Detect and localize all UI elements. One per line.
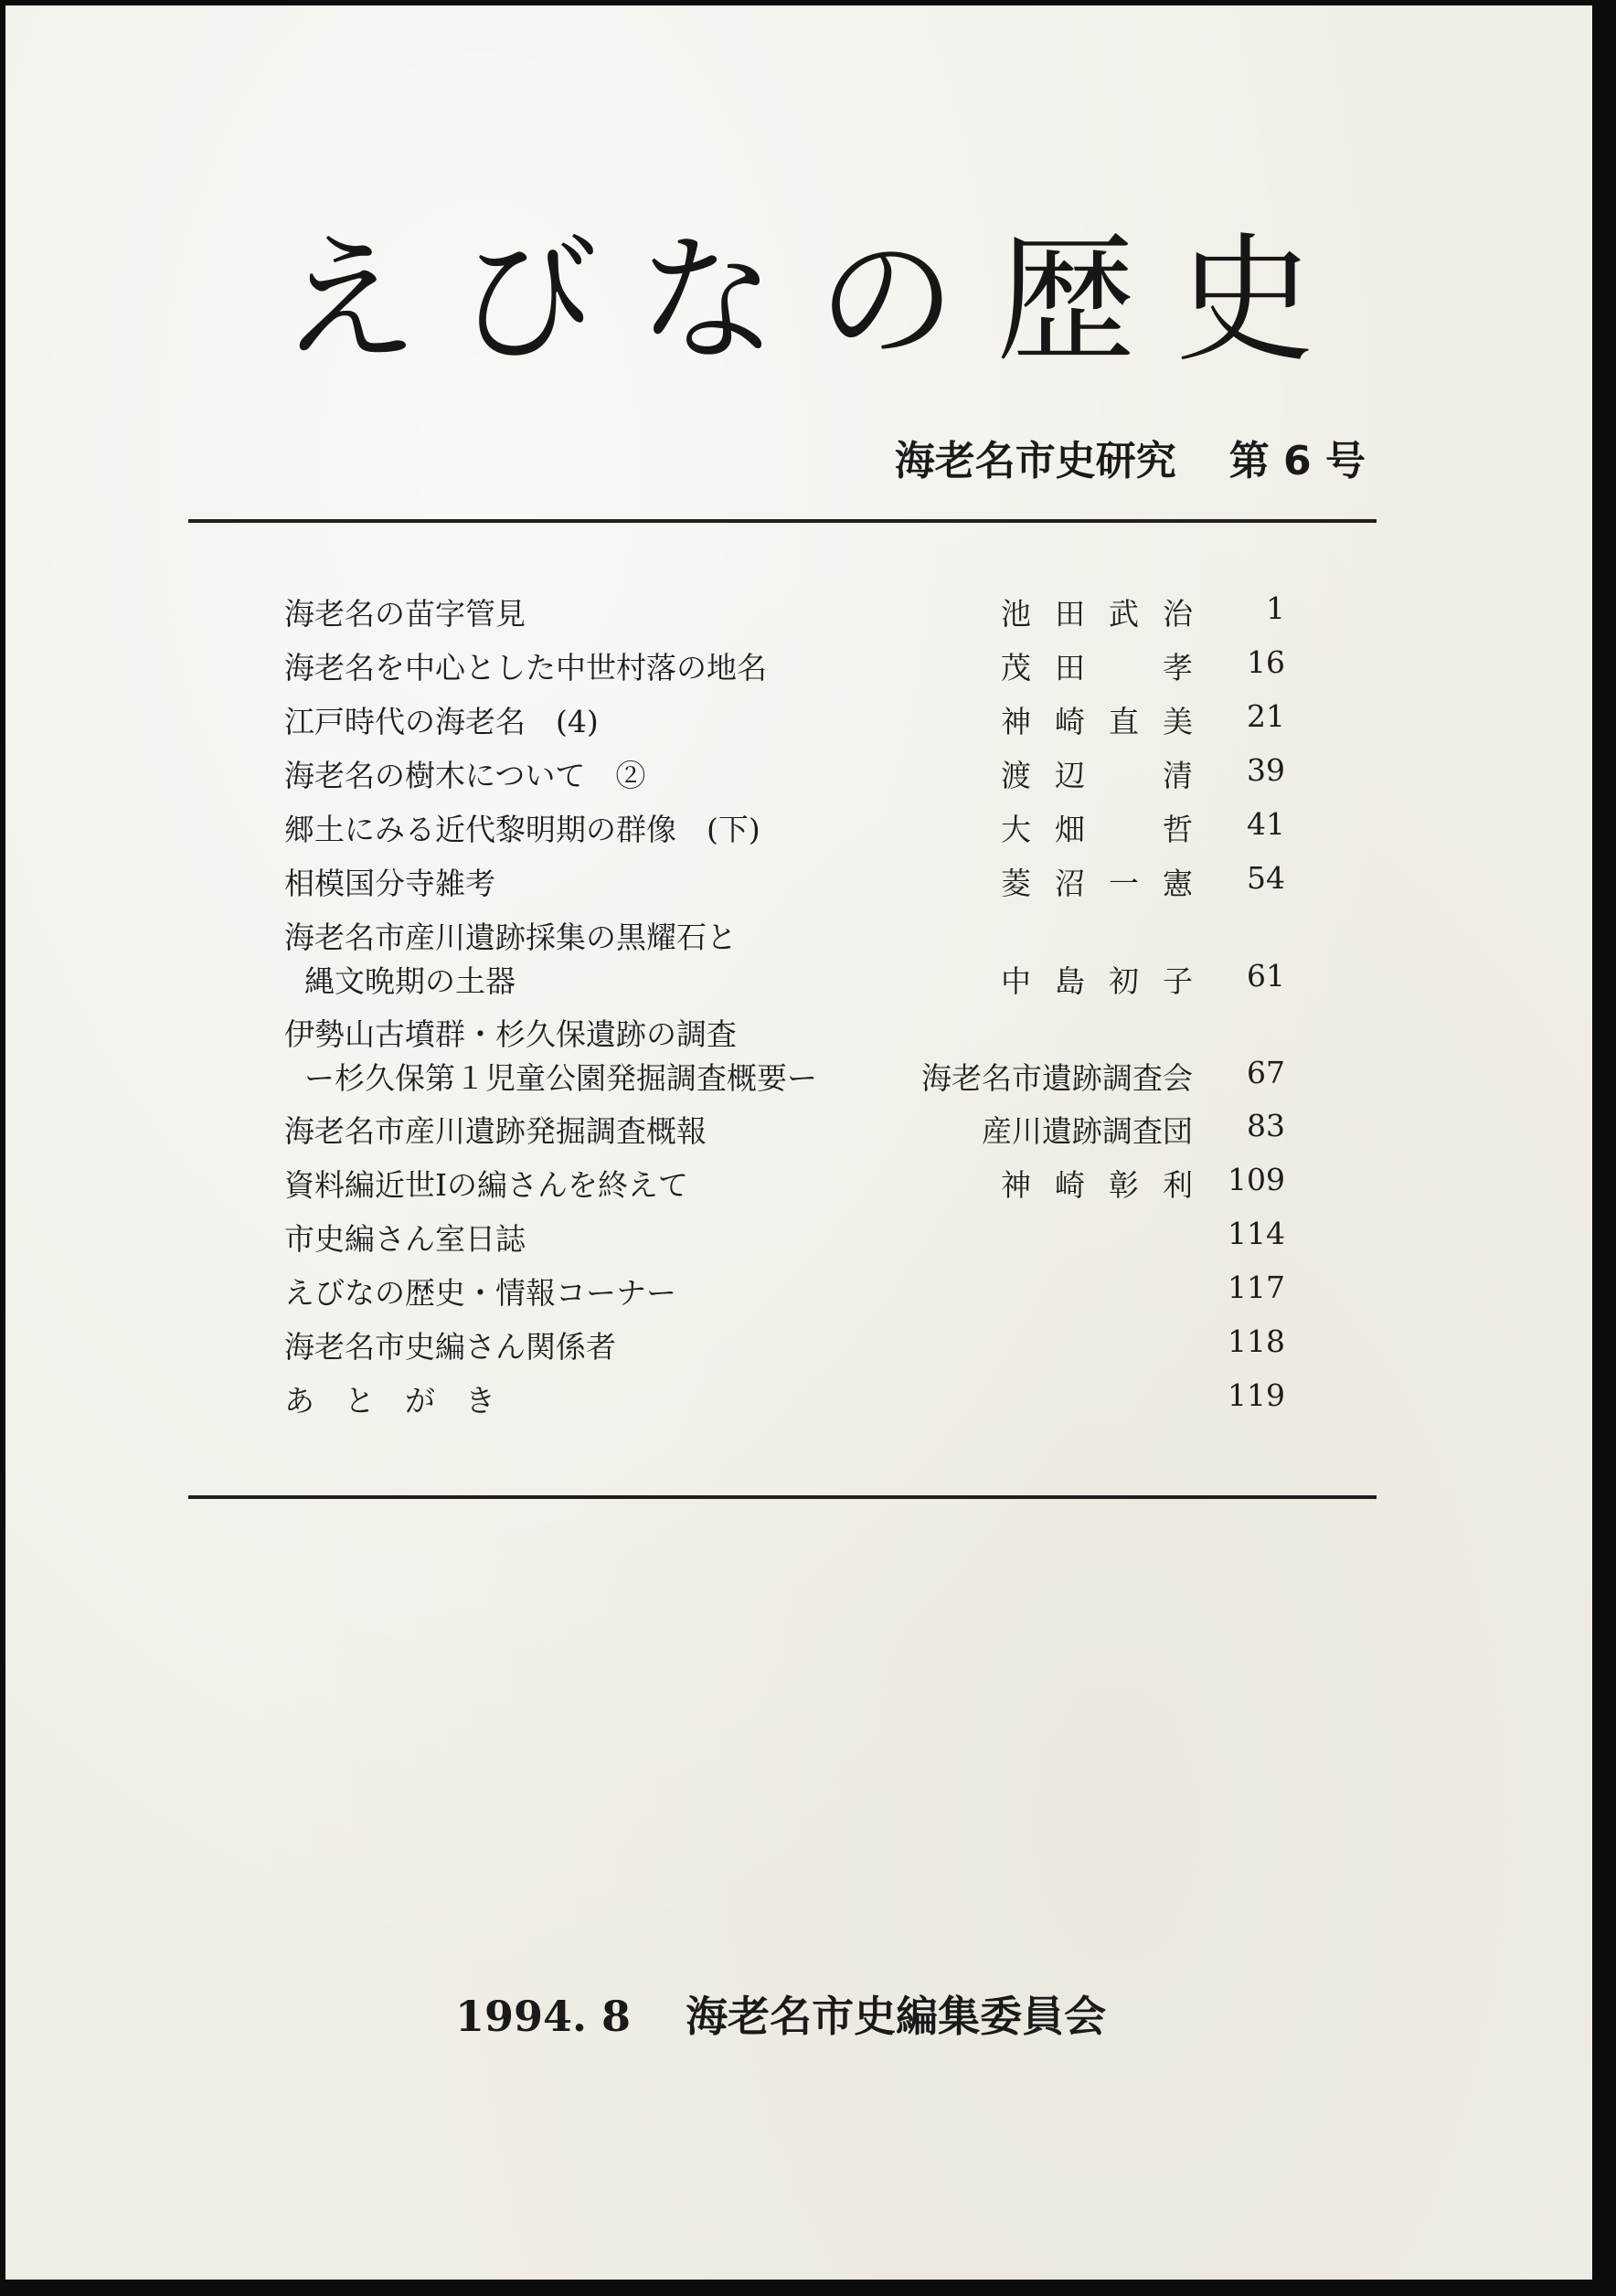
- toc-author: 神崎彰利: [1001, 1167, 1217, 1203]
- toc-page-number: 21: [1247, 698, 1285, 734]
- toc-page-number: 83: [1247, 1108, 1285, 1143]
- issue-number: 第 6 号: [1228, 438, 1366, 484]
- toc-title: 資料編近世Ⅰの編さんを終えて: [284, 1167, 689, 1203]
- toc-author: 中島初子: [1001, 963, 1217, 999]
- series-subtitle: [895, 428, 1366, 486]
- toc-author: 茂田 孝: [1001, 650, 1217, 686]
- toc-page-number: 54: [1247, 860, 1285, 896]
- toc-title: 郷土にみる近代黎明期の群像 (下): [284, 812, 760, 847]
- publication-footer: [455, 1983, 1106, 2044]
- toc-author: 神崎直美: [1001, 704, 1217, 739]
- toc-page-number: 118: [1228, 1323, 1285, 1359]
- toc-title: 海老名の苗字管見: [284, 596, 526, 632]
- toc-title: 江戸時代の海老名 (4): [284, 704, 599, 739]
- toc-title: 伊勢山古墳群・杉久保遺跡の調査: [284, 1016, 737, 1052]
- toc-author: 菱沼一憲: [1001, 866, 1217, 901]
- toc-page-number: 41: [1247, 806, 1285, 842]
- book-title: えびなの歴史: [280, 219, 1355, 381]
- toc-row: [284, 1323, 1299, 1377]
- toc-page-number: 16: [1247, 644, 1285, 680]
- toc-page-number: 114: [1228, 1216, 1285, 1251]
- toc-row: [284, 590, 1299, 644]
- toc-page-number: 109: [1228, 1162, 1285, 1197]
- toc-row: [284, 1270, 1299, 1323]
- toc-title: 海老名を中心とした中世村落の地名: [284, 650, 767, 686]
- toc-author: 産川遺跡調査団: [982, 1113, 1193, 1149]
- toc-title: 海老名市産川遺跡発掘調査概報: [284, 1113, 707, 1149]
- table-of-contents: [284, 590, 1299, 1431]
- toc-row: [284, 860, 1299, 914]
- toc-row: [284, 806, 1299, 860]
- toc-page-number: 1: [1266, 590, 1285, 626]
- toc-title: あ と が き: [284, 1383, 495, 1419]
- toc-author: 池田武治: [1001, 596, 1217, 632]
- toc-row: [284, 698, 1299, 752]
- toc-row: [284, 644, 1299, 698]
- toc-author: 大畑 哲: [1001, 812, 1217, 847]
- toc-page-number: 61: [1247, 958, 1285, 994]
- toc-page-number: 119: [1228, 1377, 1285, 1413]
- toc-row: [284, 1377, 1299, 1431]
- toc-page-number: 117: [1228, 1270, 1285, 1305]
- toc-row: [284, 914, 1299, 1011]
- toc-title-continued: ー杉久保第１児童公園発掘調査概要ー: [304, 1060, 817, 1096]
- top-divider: [188, 519, 1377, 523]
- toc-author: 渡辺 清: [1001, 758, 1217, 793]
- toc-title: 海老名市産川遺跡採集の黒耀石と: [284, 919, 737, 955]
- toc-page-number: 39: [1247, 752, 1285, 788]
- toc-title: 海老名市史編さん関係者: [284, 1329, 616, 1365]
- toc-author: 海老名市遺跡調査会: [921, 1060, 1193, 1096]
- bottom-divider: [188, 1495, 1377, 1499]
- toc-title: えびなの歴史・情報コーナー: [284, 1275, 676, 1311]
- toc-title: 市史編さん室日誌: [284, 1221, 526, 1257]
- publication-date: 1994. 8: [455, 1992, 632, 2041]
- toc-row: [284, 1162, 1299, 1216]
- toc-title: 相模国分寺雑考: [284, 866, 495, 901]
- series-name: 海老名市史研究: [894, 438, 1176, 484]
- toc-row: [284, 1011, 1299, 1108]
- toc-row: [284, 1216, 1299, 1270]
- toc-title: 海老名の樹木について ②: [284, 758, 646, 793]
- toc-row: [284, 752, 1299, 806]
- publisher-name: 海老名市史編集委員会: [686, 1992, 1107, 2041]
- toc-title-continued: 縄文晩期の土器: [304, 963, 516, 999]
- toc-row: [284, 1108, 1299, 1162]
- toc-page-number: 67: [1247, 1055, 1285, 1090]
- book-cover: [5, 5, 1592, 2280]
